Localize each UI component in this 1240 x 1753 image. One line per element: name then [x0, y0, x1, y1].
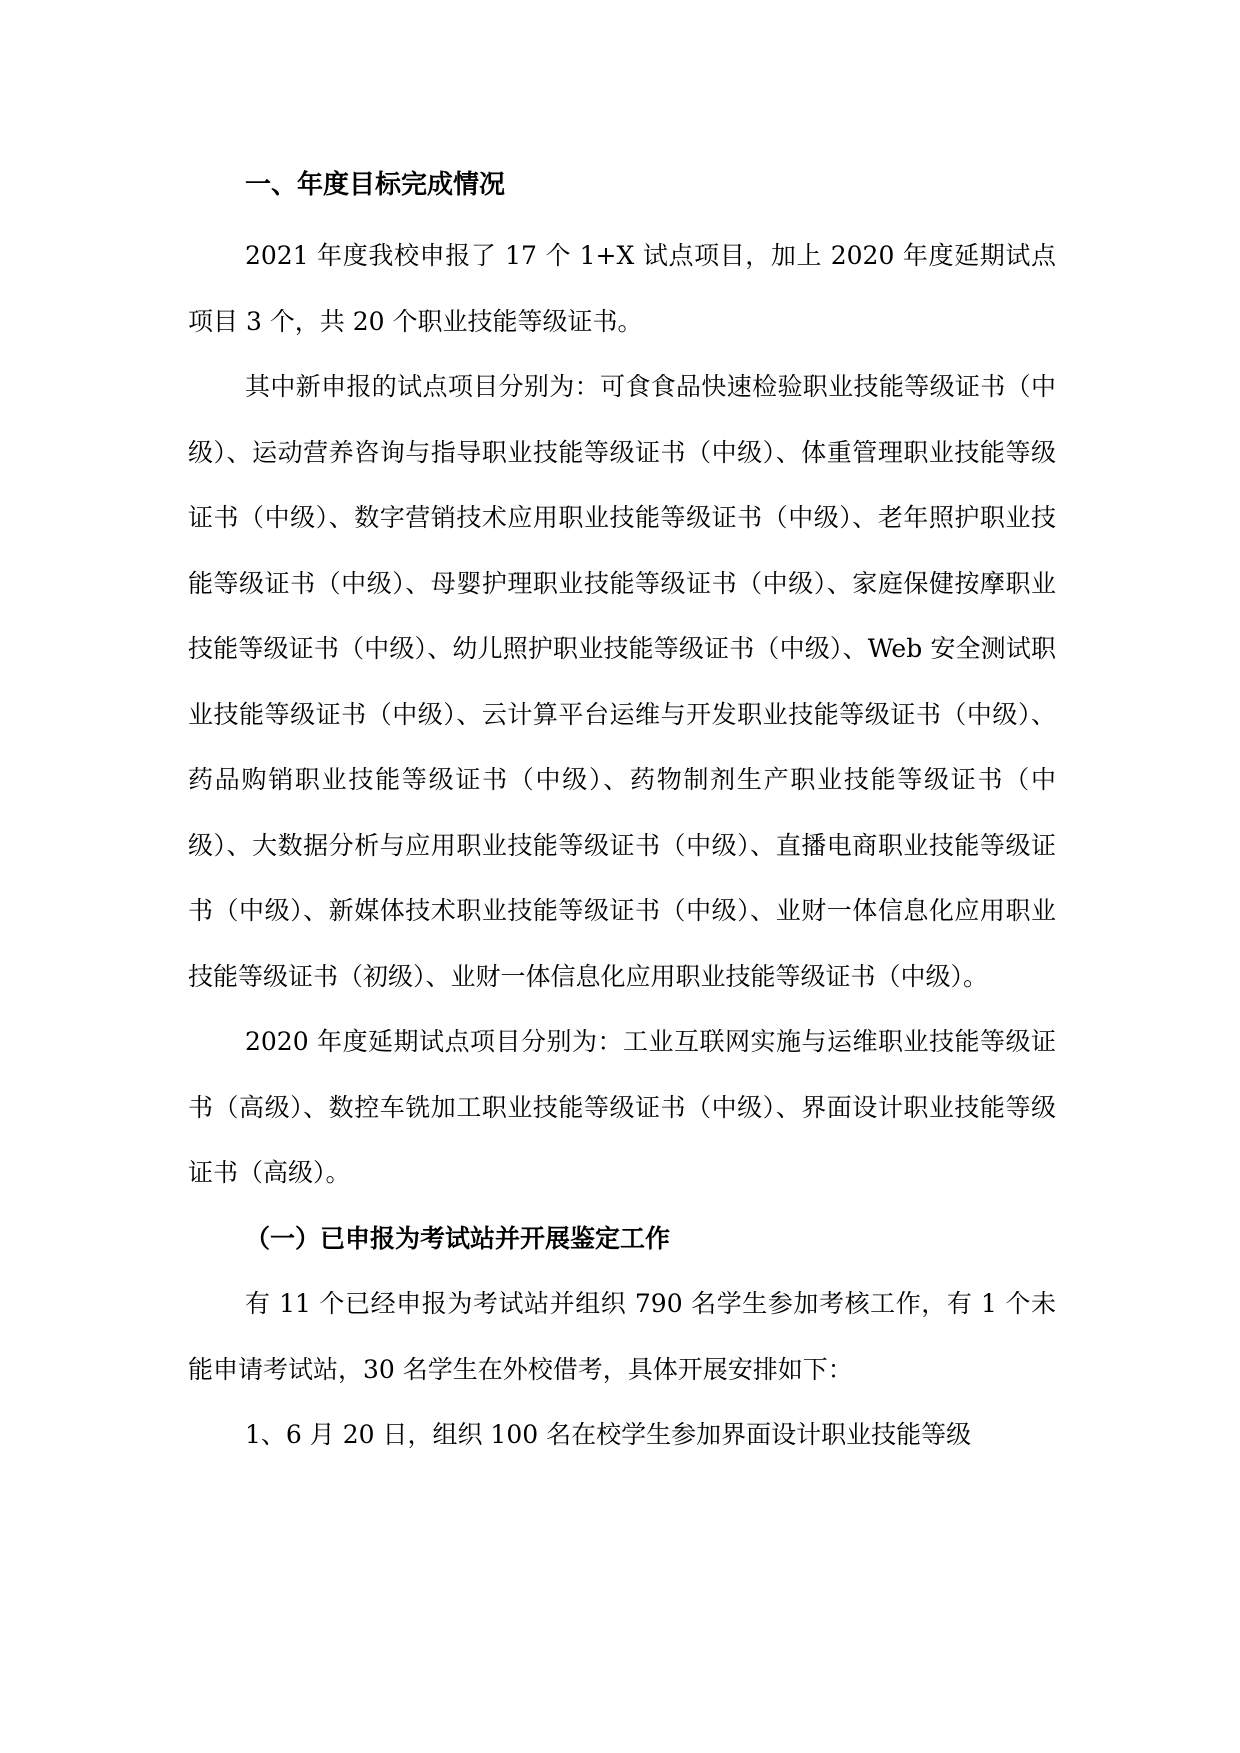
subsection-heading: （一）已申报为考试站并开展鉴定工作 — [245, 1223, 671, 1253]
body-paragraph: 其中新申报的试点项目分别为：可食食品快速检验职业技能等级证书（中级）、运动营养咨询与指导职业技能等级证书（中级）、体重管理职业技能等级证书（中级）、数字营销技术应用职业技能等级证书（中级）、老年照护职业技能等级证书（中级）、母婴护理职业技能等级证书（中级）、家庭保健按摩职业技能等级证书（中级）、幼儿照护职业技能等级证书（中级）、Web 安全测试职业技能等级证书（中级）、云计算平台运维与开发职业技能等级证书（中级）、药品购销职业技能等级证书（中级）、药物制剂生产职业技能等级证书（中级）、大数据分析与应用职业技能等级证书（中级）、直播电商职业技能等级证书（中级）、新媒体技术职业技能等级证书（中级）、业财一体信息化应用职业技能等级证书（初级）、业财一体信息化应用职业技能等级证书（中级）。 — [188, 372, 1056, 991]
body-paragraph: 1、6 月 20 日，组织 100 名在校学生参加界面设计职业技能等级 — [245, 1420, 972, 1449]
body-paragraph: 2020 年度延期试点项目分别为：工业互联网实施与运维职业技能等级证书（高级）、数控车铣加工职业技能等级证书（中级）、界面设计职业技能等级证书（高级）。 — [188, 1027, 1056, 1187]
section-heading: 一、年度目标完成情况 — [245, 170, 506, 200]
body-paragraph: 有 11 个已经申报为考试站并组织 790 名学生参加考核工作，有 1 个未能申请考试站，30 名学生在外校借考，具体开展安排如下： — [188, 1289, 1056, 1384]
body-paragraph: 2021 年度我校申报了 17 个 1+X 试点项目，加上 2020 年度延期试点项目 3 个，共 20 个职业技能等级证书。 — [188, 241, 1056, 336]
document-body — [188, 160, 1056, 1468]
